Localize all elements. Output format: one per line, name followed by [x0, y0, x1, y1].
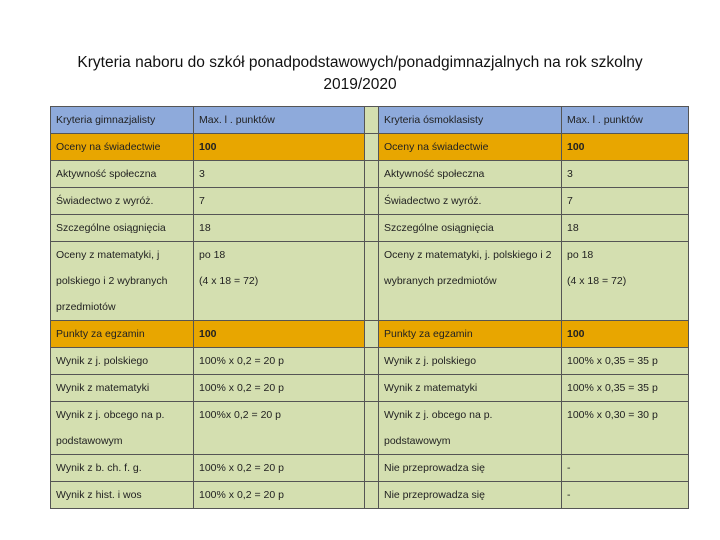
- table-row: [51, 134, 689, 161]
- cell-line: Wynik z j. polskiego: [384, 355, 477, 367]
- table-cell-c4: [379, 455, 562, 482]
- cell-line: wybranych przedmiotów: [384, 275, 497, 287]
- table-cell-c2: [194, 161, 365, 188]
- cell-line: 100% x 0,35 = 35 p: [567, 382, 658, 394]
- column-separator: [365, 188, 379, 215]
- cell-line: podstawowym: [384, 435, 451, 447]
- table-row: [51, 482, 689, 509]
- table-row: [51, 455, 689, 482]
- table-cell-c4: [379, 482, 562, 509]
- table-cell-c5: [562, 455, 689, 482]
- table-cell-c2: [194, 348, 365, 375]
- cell-line: 100: [199, 328, 217, 340]
- header-8-max: Max. l . punktów: [562, 107, 689, 134]
- cell-line: 7: [199, 195, 205, 207]
- cell-line: Świadectwo z wyróż.: [384, 195, 482, 207]
- table-cell-c4: [379, 242, 562, 321]
- table-cell-c1: [51, 242, 194, 321]
- table-cell-c2: [194, 455, 365, 482]
- table-header-row: [51, 107, 689, 134]
- table-row: [51, 375, 689, 402]
- table-cell-c1: [51, 215, 194, 242]
- table-cell-c5: [562, 188, 689, 215]
- table-cell-c2: [194, 242, 365, 321]
- cell-line: Oceny na świadectwie: [384, 141, 489, 153]
- table-cell-c4: [379, 321, 562, 348]
- cell-line: 100% x 0,2 = 20 p: [199, 462, 284, 474]
- cell-line: Wynik z j. obcego na p.: [384, 409, 493, 421]
- cell-line: po 18: [567, 249, 594, 261]
- table-cell-c2: [194, 134, 365, 161]
- column-separator: [365, 321, 379, 348]
- table-cell-c5: [562, 134, 689, 161]
- table-cell-c2: [194, 482, 365, 509]
- table-cell-c1: [51, 402, 194, 455]
- header-gim-criteria: Kryteria gimnazjalisty: [51, 107, 194, 134]
- title-line-1: Kryteria naboru do szkół ponadpodstawowych/ponadgimnazjalnych na rok szkolny: [77, 54, 643, 71]
- cell-line: Oceny na świadectwie: [56, 141, 161, 153]
- table-cell-c5: [562, 161, 689, 188]
- cell-line: 100: [567, 141, 585, 153]
- table-cell-c4: [379, 188, 562, 215]
- table-cell-c2: [194, 321, 365, 348]
- cell-line: -: [567, 462, 571, 474]
- cell-line: Szczególne osiągnięcia: [56, 222, 166, 234]
- table-cell-c2: [194, 215, 365, 242]
- table-row: [51, 188, 689, 215]
- cell-line: 7: [567, 195, 573, 207]
- cell-line: (4 x 18 = 72): [567, 275, 627, 287]
- cell-line: 3: [567, 168, 573, 180]
- table-cell-c5: [562, 321, 689, 348]
- header-8-criteria: Kryteria ósmoklasisty: [379, 107, 562, 134]
- cell-line: 18: [567, 222, 579, 234]
- cell-line: (4 x 18 = 72): [199, 275, 259, 287]
- cell-line: Oceny z matematyki, j: [56, 249, 160, 261]
- cell-line: Nie przeprowadza się: [384, 489, 485, 501]
- table-cell-c2: [194, 402, 365, 455]
- cell-line: 100% x 0,2 = 20 p: [199, 382, 284, 394]
- table-cell-c4: [379, 375, 562, 402]
- table-cell-c4: [379, 161, 562, 188]
- table-row: [51, 242, 689, 321]
- cell-line: po 18: [199, 249, 226, 261]
- table-cell-c4: [379, 215, 562, 242]
- column-separator: [365, 161, 379, 188]
- table-cell-c1: [51, 348, 194, 375]
- column-separator: [365, 402, 379, 455]
- cell-line: 100% x 0,35 = 35 p: [567, 355, 658, 367]
- table-cell-c2: [194, 188, 365, 215]
- column-separator: [365, 348, 379, 375]
- column-separator: [365, 375, 379, 402]
- column-separator: [365, 242, 379, 321]
- cell-line: przedmiotów: [56, 301, 116, 313]
- cell-line: Aktywność społeczna: [384, 168, 485, 180]
- cell-line: podstawowym: [56, 435, 123, 447]
- table-cell-c1: [51, 134, 194, 161]
- title-line-2: 2019/2020: [323, 76, 397, 93]
- table-cell-c1: [51, 455, 194, 482]
- cell-line: 100: [567, 328, 585, 340]
- cell-line: polskiego i 2 wybranych: [56, 275, 168, 287]
- cell-line: Nie przeprowadza się: [384, 462, 485, 474]
- cell-line: 100% x 0,30 = 30 p: [567, 409, 658, 421]
- table-cell-c1: [51, 482, 194, 509]
- table-row: [51, 321, 689, 348]
- table-cell-c5: [562, 375, 689, 402]
- table-row: [51, 348, 689, 375]
- cell-line: Wynik z j. obcego na p.: [56, 409, 165, 421]
- cell-line: Punkty za egzamin: [56, 328, 145, 340]
- table-cell-c5: [562, 482, 689, 509]
- cell-line: 18: [199, 222, 211, 234]
- table-cell-c5: [562, 242, 689, 321]
- cell-line: Szczególne osiągnięcia: [384, 222, 494, 234]
- table-cell-c1: [51, 375, 194, 402]
- cell-line: Wynik z j. polskiego: [56, 355, 149, 367]
- table-cell-c2: [194, 375, 365, 402]
- table-cell-c4: [379, 348, 562, 375]
- cell-line: -: [567, 489, 571, 501]
- table-row: [51, 161, 689, 188]
- cell-line: Wynik z matematyki: [56, 382, 150, 394]
- cell-line: 100% x 0,2 = 20 p: [199, 355, 284, 367]
- column-separator: [365, 455, 379, 482]
- cell-line: Punkty za egzamin: [384, 328, 473, 340]
- table-cell-c5: [562, 215, 689, 242]
- column-separator: [365, 107, 379, 134]
- table-cell-c1: [51, 161, 194, 188]
- header-gim-max: Max. l . punktów: [194, 107, 365, 134]
- cell-line: Wynik z b. ch. f. g.: [56, 462, 142, 474]
- cell-line: 3: [199, 168, 205, 180]
- column-separator: [365, 482, 379, 509]
- cell-line: 100% x 0,2 = 20 p: [199, 489, 284, 501]
- column-separator: [365, 215, 379, 242]
- table-cell-c4: [379, 402, 562, 455]
- table-cell-c1: [51, 188, 194, 215]
- criteria-table: [50, 106, 689, 509]
- cell-line: Aktywność społeczna: [56, 168, 157, 180]
- cell-line: Świadectwo z wyróż.: [56, 195, 154, 207]
- cell-line: 100: [199, 141, 217, 153]
- cell-line: 100%x 0,2 = 20 p: [199, 409, 282, 421]
- table-cell-c5: [562, 348, 689, 375]
- table-cell-c4: [379, 134, 562, 161]
- column-separator: [365, 134, 379, 161]
- page-title: [0, 52, 720, 96]
- table-cell-c5: [562, 402, 689, 455]
- table-cell-c1: [51, 321, 194, 348]
- cell-line: Oceny z matematyki, j. polskiego i 2: [384, 249, 552, 261]
- cell-line: Wynik z matematyki: [384, 382, 478, 394]
- table-row: [51, 402, 689, 455]
- cell-line: Wynik z hist. i wos: [56, 489, 142, 501]
- table-row: [51, 215, 689, 242]
